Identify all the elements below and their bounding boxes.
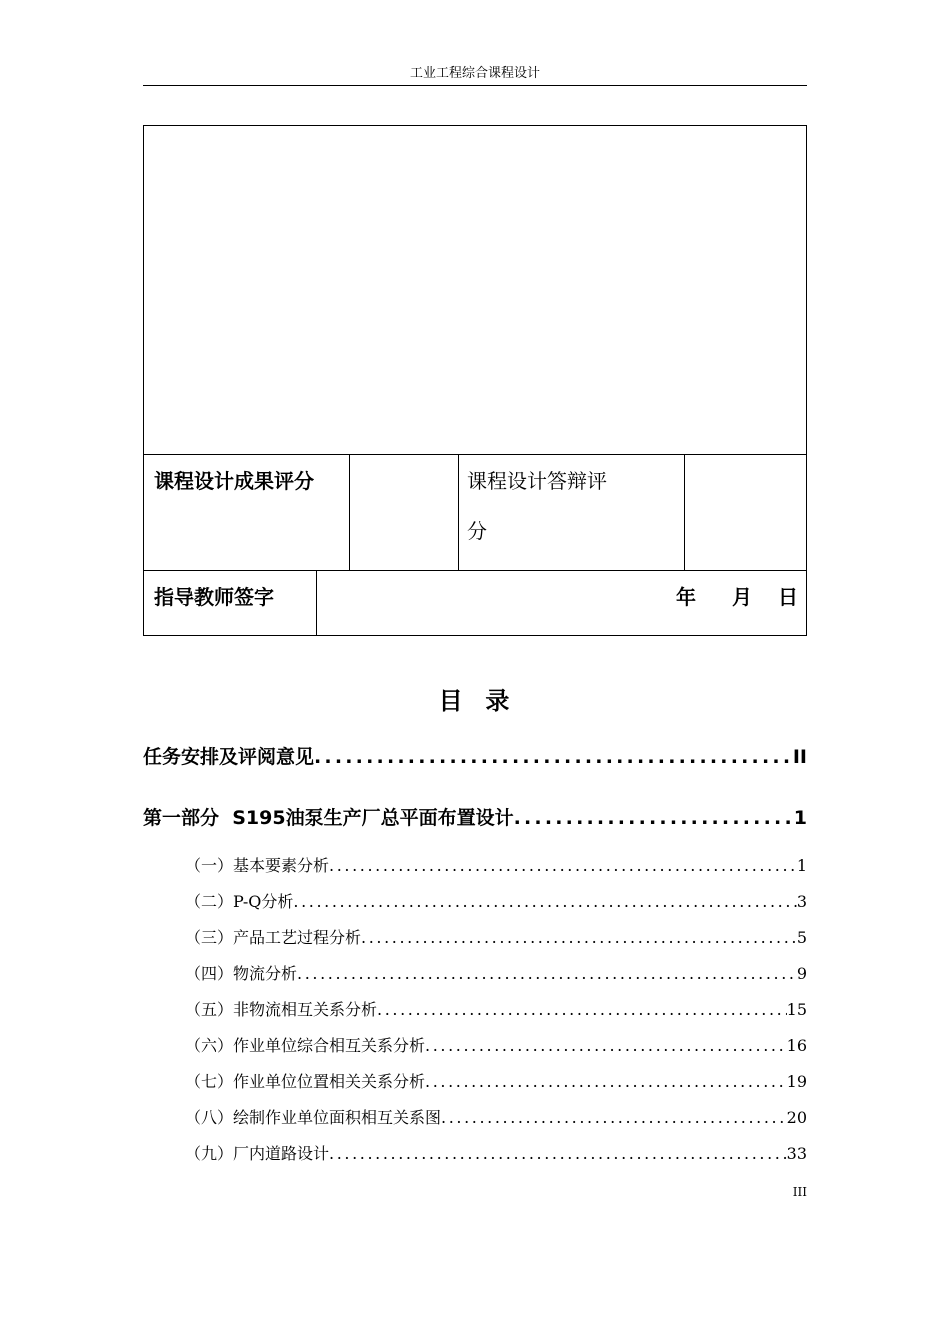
running-header: 工业工程综合课程设计	[409, 66, 540, 81]
toc-entry-sub[interactable]	[185, 1070, 807, 1094]
page-number: III	[792, 1185, 807, 1199]
toc-leader-dots	[425, 1070, 787, 1094]
toc-leader-dots	[329, 854, 797, 878]
form-col-divider-4	[316, 570, 317, 636]
toc-entry-page: II	[792, 746, 807, 768]
toc-entry-page: 19	[786, 1072, 807, 1091]
toc-entry-sub[interactable]	[185, 998, 807, 1022]
toc-entry-sub[interactable]	[185, 926, 807, 950]
form-col-divider-3	[684, 454, 685, 570]
toc-entry-page: 16	[786, 1036, 807, 1055]
toc-entry-label: （二）P-Q分析	[185, 892, 294, 911]
toc-entry-label: （七）作业单位位置相关关系分析	[185, 1072, 426, 1091]
toc-entry-page: 5	[796, 928, 807, 947]
toc-entry-main[interactable]	[143, 804, 807, 832]
toc-entry-page: 33	[786, 1144, 807, 1163]
toc-leader-dots	[514, 804, 794, 832]
toc-entry-page: 9	[796, 964, 807, 983]
toc-entry-sub[interactable]	[185, 890, 807, 914]
toc-entry-page: 15	[786, 1000, 807, 1019]
toc-entry-page: 1	[793, 807, 807, 829]
toc-leader-dots	[441, 1106, 787, 1130]
toc-entry-sub[interactable]	[185, 962, 807, 986]
toc-entry-label: （三）产品工艺过程分析	[185, 928, 362, 947]
signature-label: 指导教师签字	[154, 585, 274, 609]
form-row-divider-1	[144, 454, 806, 455]
toc-entry-page: 3	[796, 892, 807, 911]
toc-entry-sub[interactable]	[185, 854, 807, 878]
form-col-divider-2	[458, 454, 459, 570]
toc-entry-sub[interactable]	[185, 1034, 807, 1058]
form-col-divider-1	[349, 454, 350, 570]
toc-leader-dots	[329, 1142, 787, 1166]
toc-entry-label: （五）非物流相互关系分析	[185, 1000, 378, 1019]
toc-entry-label: （六）作业单位综合相互关系分析	[185, 1036, 426, 1055]
toc-title: 目 录	[438, 687, 512, 715]
defense-score-label-line2: 分	[467, 519, 487, 543]
toc-entry-label: （八）绘制作业单位面积相互关系图	[185, 1108, 442, 1127]
form-row-divider-2	[144, 570, 806, 571]
toc-entry-sub[interactable]	[185, 1142, 807, 1166]
toc-entry-label: （九）厂内道路设计	[185, 1144, 330, 1163]
date-year-label: 年	[676, 585, 696, 609]
toc-entry-main[interactable]	[143, 743, 807, 771]
evaluation-form-table	[143, 125, 807, 636]
header-rule	[143, 85, 807, 86]
toc-leader-dots	[361, 926, 797, 950]
score-label: 课程设计成果评分	[154, 469, 314, 493]
toc-entry-page: 1	[796, 856, 807, 875]
toc-leader-dots	[297, 962, 797, 986]
toc-leader-dots	[425, 1034, 787, 1058]
toc-entry-page: 20	[786, 1108, 807, 1127]
toc-entry-label: 第一部分 S195油泵生产厂总平面布置设计	[143, 807, 514, 829]
toc-leader-dots	[314, 743, 793, 771]
toc-entry-label: 任务安排及评阅意见	[143, 746, 315, 768]
defense-score-label-line1: 课程设计答辩评	[467, 469, 607, 493]
toc-entry-label: （一）基本要素分析	[185, 856, 330, 875]
toc-leader-dots	[293, 890, 796, 914]
toc-entry-sub[interactable]	[185, 1106, 807, 1130]
date-day-label: 日	[778, 585, 798, 609]
toc-entry-label: （四）物流分析	[185, 964, 298, 983]
date-month-label: 月	[732, 585, 752, 609]
toc-leader-dots	[377, 998, 787, 1022]
